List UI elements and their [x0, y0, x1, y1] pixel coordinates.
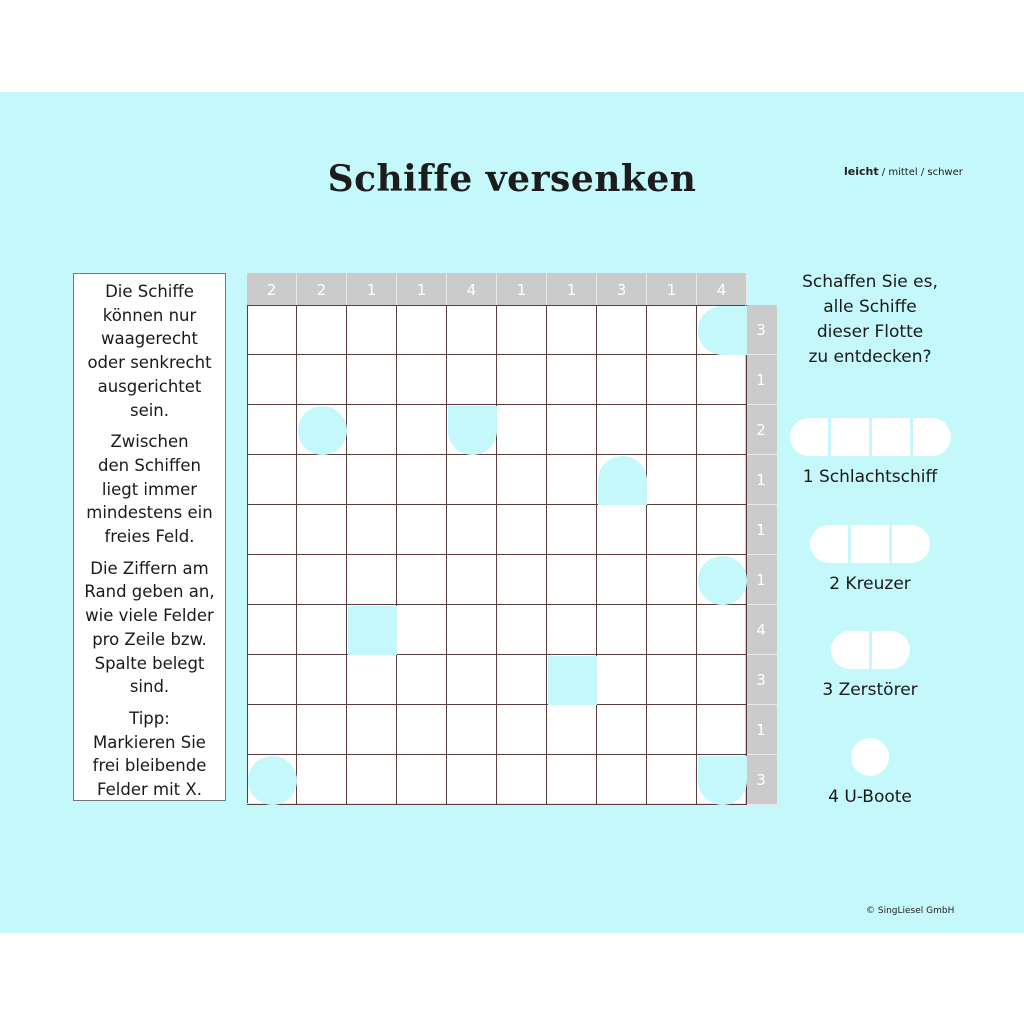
grid-cell[interactable]: [597, 755, 647, 805]
grid-cell[interactable]: [447, 555, 497, 605]
ship-segment: [851, 738, 889, 776]
rule-numbers: Die Ziffern am Rand geben an, wie viele Felder pro Zeile bzw. Spalte belegt sind.: [84, 558, 215, 697]
grid-cell[interactable]: [397, 455, 447, 505]
ship-segment: [831, 631, 869, 669]
row-hint: 1: [745, 505, 777, 555]
grid-cell[interactable]: [497, 655, 547, 705]
grid-cell[interactable]: [397, 605, 447, 655]
grid-cell[interactable]: [647, 605, 697, 655]
given-ship-part: [548, 656, 597, 705]
grid-cell[interactable]: [297, 755, 347, 805]
row-hint: 1: [745, 455, 777, 505]
column-hint: 1: [547, 273, 597, 305]
fleet-ship-icon: [790, 418, 951, 456]
grid-cell[interactable]: [547, 755, 597, 805]
column-hint: 3: [597, 273, 647, 305]
rule-spacing: Zwischen den Schiffen liegt immer mindestens ein freies Feld.: [86, 432, 213, 547]
ship-segment: [872, 631, 910, 669]
grid-cell[interactable]: [547, 705, 597, 755]
ship-segment: [913, 418, 951, 456]
grid-cell[interactable]: [697, 505, 747, 555]
given-ship-part: [598, 456, 647, 505]
grid-cell[interactable]: [597, 355, 647, 405]
grid-cell[interactable]: [697, 355, 747, 405]
grid-cell[interactable]: [297, 605, 347, 655]
grid-cell[interactable]: [447, 455, 497, 505]
difficulty-selector: [844, 165, 963, 178]
ship-segment: [851, 525, 889, 563]
grid-cell[interactable]: [247, 505, 297, 555]
column-hint: 2: [297, 273, 347, 305]
fleet-ship-icon: [831, 631, 910, 669]
grid-cell[interactable]: [547, 605, 597, 655]
grid-cell[interactable]: [547, 355, 597, 405]
grid-cell[interactable]: [647, 755, 697, 805]
copyright: © SingLiesel GmbH: [866, 906, 955, 916]
puzzle-grid: [247, 305, 745, 803]
ship-segment: [872, 418, 910, 456]
grid-cell[interactable]: [497, 555, 547, 605]
grid-cell[interactable]: [247, 305, 297, 355]
grid-cell[interactable]: [497, 705, 547, 755]
fleet-ship-icon: [851, 738, 889, 776]
given-ship-part: [248, 756, 297, 805]
column-hint: 1: [647, 273, 697, 305]
grid-cell[interactable]: [397, 755, 447, 805]
grid-cell[interactable]: [647, 655, 697, 705]
grid-cell[interactable]: [297, 705, 347, 755]
column-hint: 1: [397, 273, 447, 305]
grid-cell[interactable]: [297, 555, 347, 605]
grid-cell[interactable]: [247, 555, 297, 605]
row-hint: 3: [745, 305, 777, 355]
fleet-label: 3 Zerstörer: [822, 680, 918, 700]
grid-cell[interactable]: [597, 555, 647, 605]
grid-cell[interactable]: [647, 505, 697, 555]
grid-cell[interactable]: [347, 405, 397, 455]
given-ship-part: [698, 556, 747, 605]
grid-cell[interactable]: [647, 555, 697, 605]
fleet-ship-icon: [810, 525, 930, 563]
row-hint: 3: [745, 755, 777, 805]
grid-cell[interactable]: [447, 355, 497, 405]
grid-cell[interactable]: [447, 755, 497, 805]
grid-cell[interactable]: [247, 605, 297, 655]
grid-cell[interactable]: [397, 705, 447, 755]
grid-cell[interactable]: [697, 405, 747, 455]
grid-cell[interactable]: [547, 405, 597, 455]
grid-cell[interactable]: [497, 405, 547, 455]
column-hint: 4: [447, 273, 497, 305]
ship-segment: [831, 418, 869, 456]
grid-cell[interactable]: [647, 305, 697, 355]
given-ship-part: [348, 606, 397, 655]
column-hint: 4: [697, 273, 747, 305]
row-hint: 1: [745, 555, 777, 605]
column-hint: 1: [497, 273, 547, 305]
grid-cell[interactable]: [647, 705, 697, 755]
grid-cell[interactable]: [497, 305, 547, 355]
grid-cell[interactable]: [647, 405, 697, 455]
given-ship-part: [448, 406, 497, 455]
row-hint: 4: [745, 605, 777, 655]
ship-segment: [810, 525, 848, 563]
grid-cell[interactable]: [397, 405, 447, 455]
grid-cell[interactable]: [297, 505, 347, 555]
grid-cell[interactable]: [347, 555, 397, 605]
grid-cell[interactable]: [697, 705, 747, 755]
grid-cell[interactable]: [347, 655, 397, 705]
grid-cell[interactable]: [697, 605, 747, 655]
grid-cell[interactable]: [397, 655, 447, 705]
grid-cell[interactable]: [347, 305, 397, 355]
grid-cell[interactable]: [247, 705, 297, 755]
grid-cell[interactable]: [597, 505, 647, 555]
difficulty-others[interactable]: / mittel / schwer: [878, 167, 963, 178]
grid-cell[interactable]: [447, 505, 497, 555]
fleet-label: 4 U-Boote: [828, 787, 912, 807]
grid-cell[interactable]: [397, 555, 447, 605]
grid-cell[interactable]: [447, 705, 497, 755]
grid-cell[interactable]: [597, 605, 647, 655]
column-hint: 2: [247, 273, 297, 305]
grid-cell[interactable]: [547, 455, 597, 505]
grid-cell[interactable]: [647, 455, 697, 505]
grid-cell[interactable]: [247, 405, 297, 455]
rules-box: [73, 273, 226, 801]
grid-cell[interactable]: [597, 305, 647, 355]
column-hint: 1: [347, 273, 397, 305]
given-ship-part: [698, 306, 747, 355]
grid-cell[interactable]: [447, 305, 497, 355]
grid-cell[interactable]: [647, 355, 697, 405]
rule-orientation: Die Schiffe können nur waagerecht oder senkrecht ausgerichtet sein.: [87, 282, 212, 420]
row-hint: 1: [745, 355, 777, 405]
page-title: Schiffe versenken: [327, 158, 697, 200]
grid-cell[interactable]: [497, 505, 547, 555]
grid-cell[interactable]: [297, 455, 347, 505]
grid-cell[interactable]: [297, 305, 347, 355]
row-hint: 2: [745, 405, 777, 455]
fleet-label: 2 Kreuzer: [829, 574, 911, 594]
grid-cell[interactable]: [347, 705, 397, 755]
grid-cell[interactable]: [597, 705, 647, 755]
grid-cell[interactable]: [597, 405, 647, 455]
grid-cell[interactable]: [247, 655, 297, 705]
difficulty-active[interactable]: leicht: [844, 165, 879, 178]
grid-cell[interactable]: [297, 355, 347, 405]
grid-cell[interactable]: [397, 305, 447, 355]
grid-cell[interactable]: [597, 655, 647, 705]
grid-cell[interactable]: [397, 355, 447, 405]
grid-cell[interactable]: [547, 305, 597, 355]
grid-cell[interactable]: [347, 505, 397, 555]
grid-cell[interactable]: [497, 355, 547, 405]
row-hint: 3: [745, 655, 777, 705]
grid-cell[interactable]: [497, 605, 547, 655]
grid-cell[interactable]: [697, 655, 747, 705]
fleet-label: 1 Schlachtschiff: [802, 467, 938, 487]
grid-cell[interactable]: [497, 455, 547, 505]
grid-cell[interactable]: [497, 755, 547, 805]
row-hint: 1: [745, 705, 777, 755]
grid-cell[interactable]: [297, 655, 347, 705]
grid-cell[interactable]: [547, 505, 597, 555]
grid-cell[interactable]: [547, 555, 597, 605]
given-ship-part: [298, 406, 347, 455]
grid-cell[interactable]: [697, 455, 747, 505]
rule-tip: Tipp: Markieren Sie frei bleibende Felder mit X.: [92, 708, 207, 800]
ship-segment: [892, 525, 930, 563]
grid-cell[interactable]: [347, 355, 397, 405]
fleet-question: Schaffen Sie es, alle Schiffe dieser Flotte zu entdecken?: [802, 272, 938, 367]
grid-cell[interactable]: [247, 355, 297, 405]
ship-segment: [790, 418, 828, 456]
grid-cell[interactable]: [447, 655, 497, 705]
given-ship-part: [698, 756, 747, 805]
grid-cell[interactable]: [447, 605, 497, 655]
grid-cell[interactable]: [347, 455, 397, 505]
grid-cell[interactable]: [397, 505, 447, 555]
grid-cell[interactable]: [347, 755, 397, 805]
grid-cell[interactable]: [247, 455, 297, 505]
